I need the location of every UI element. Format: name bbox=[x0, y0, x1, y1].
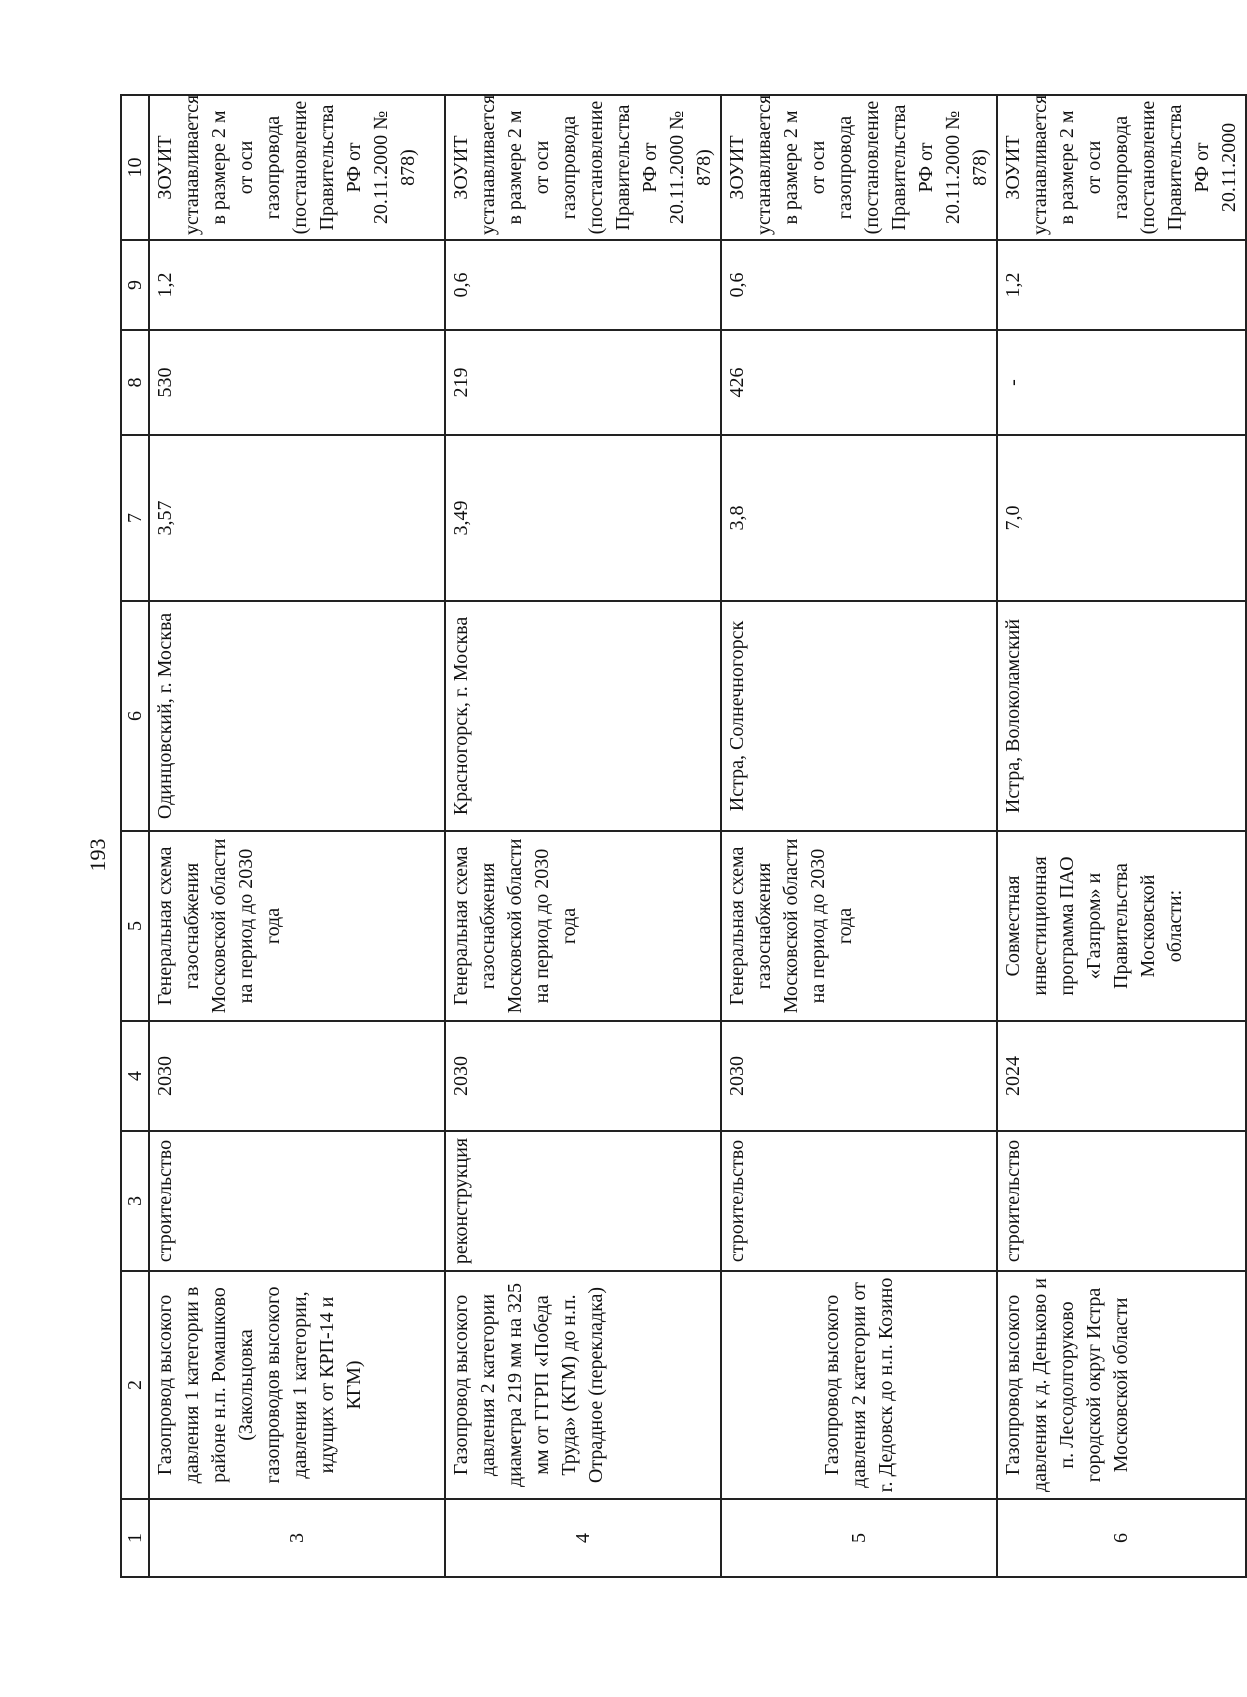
column-header: 10 bbox=[121, 95, 149, 240]
source-document-cell: Совместная инвестиционная программа ПАО «Газпром» и Правительства Московской области: bbox=[997, 831, 1246, 1021]
column-header: 2 bbox=[121, 1271, 149, 1499]
year-cell: 2024 bbox=[997, 1021, 1246, 1131]
column-header: 7 bbox=[121, 435, 149, 601]
column-header: 1 bbox=[121, 1499, 149, 1577]
year-cell: 2030 bbox=[721, 1021, 997, 1131]
column-header: 9 bbox=[121, 240, 149, 330]
column-number-row bbox=[121, 95, 149, 1577]
diameter-cell: - bbox=[997, 330, 1246, 435]
location-cell: Одинцовский, г. Москва bbox=[149, 601, 445, 831]
gas-pipeline-table bbox=[120, 94, 1247, 1578]
work-type-cell: строительство bbox=[149, 1131, 445, 1271]
table-row bbox=[149, 95, 445, 1577]
table-row bbox=[997, 95, 1246, 1577]
object-name-cell: Газопровод высокого давления 2 категории диаметра 219 мм на 325 мм от ГГРП «Победа Труда» (КГМ) до н.п. Отрадное (перекладка) bbox=[445, 1271, 721, 1499]
column-header: 6 bbox=[121, 601, 149, 831]
row-number-cell: 4 bbox=[445, 1499, 721, 1577]
year-cell: 2030 bbox=[149, 1021, 445, 1131]
location-cell: Истра, Солнечногорск bbox=[721, 601, 997, 831]
column-header: 5 bbox=[121, 831, 149, 1021]
protection-zone-cell: ЗОУИТ устанавливается в размере 2 м от оси газопровода (постановление Правительства РФ от 20.11.2000 bbox=[997, 95, 1246, 240]
row-number-cell: 3 bbox=[149, 1499, 445, 1577]
source-document-cell: Генеральная схема газоснабжения Московской области на период до 2030 года bbox=[721, 831, 997, 1021]
pressure-cell: 0,6 bbox=[445, 240, 721, 330]
object-name-cell: Газопровод высокого давления 1 категории в районе н.п. Ромашково (Закольцовка газопроводов высокого давления 1 категории, идущих от КРП-14 и КГМ) bbox=[149, 1271, 445, 1499]
diameter-cell: 426 bbox=[721, 330, 997, 435]
length-cell: 7,0 bbox=[997, 435, 1246, 601]
location-cell: Истра, Волоколамский bbox=[997, 601, 1246, 831]
table-row bbox=[721, 95, 997, 1577]
location-cell: Красногорск, г. Москва bbox=[445, 601, 721, 831]
column-header: 4 bbox=[121, 1021, 149, 1131]
page-number: 193 bbox=[85, 838, 110, 872]
table-row bbox=[445, 95, 721, 1577]
rotated-table-wrapper bbox=[120, 94, 1240, 1578]
diameter-cell: 530 bbox=[149, 330, 445, 435]
protection-zone-cell: ЗОУИТ устанавливается в размере 2 м от оси газопровода (постановление Правительства РФ от 20.11.2000 № 878) bbox=[721, 95, 997, 240]
source-document-cell: Генеральная схема газоснабжения Московской области на период до 2030 года bbox=[445, 831, 721, 1021]
length-cell: 3,49 bbox=[445, 435, 721, 601]
row-number-cell: 6 bbox=[997, 1499, 1246, 1577]
length-cell: 3,57 bbox=[149, 435, 445, 601]
column-header: 3 bbox=[121, 1131, 149, 1271]
pressure-cell: 0,6 bbox=[721, 240, 997, 330]
pressure-cell: 1,2 bbox=[997, 240, 1246, 330]
pressure-cell: 1,2 bbox=[149, 240, 445, 330]
column-header: 8 bbox=[121, 330, 149, 435]
protection-zone-cell: ЗОУИТ устанавливается в размере 2 м от оси газопровода (постановление Правительства РФ от 20.11.2000 № 878) bbox=[149, 95, 445, 240]
object-name-cell: Газопровод высокого давления 2 категории от г. Дедовск до н.п. Козино bbox=[721, 1271, 997, 1499]
year-cell: 2030 bbox=[445, 1021, 721, 1131]
source-document-cell: Генеральная схема газоснабжения Московской области на период до 2030 года bbox=[149, 831, 445, 1021]
work-type-cell: строительство bbox=[997, 1131, 1246, 1271]
length-cell: 3,8 bbox=[721, 435, 997, 601]
row-number-cell: 5 bbox=[721, 1499, 997, 1577]
diameter-cell: 219 bbox=[445, 330, 721, 435]
object-name-cell: Газопровод высокого давления к д. Деньково и п. Лесодолгоруково городской округ Истра Московской области bbox=[997, 1271, 1246, 1499]
work-type-cell: реконструкция bbox=[445, 1131, 721, 1271]
work-type-cell: строительство bbox=[721, 1131, 997, 1271]
protection-zone-cell: ЗОУИТ устанавливается в размере 2 м от оси газопровода (постановление Правительства РФ от 20.11.2000 № 878) bbox=[445, 95, 721, 240]
